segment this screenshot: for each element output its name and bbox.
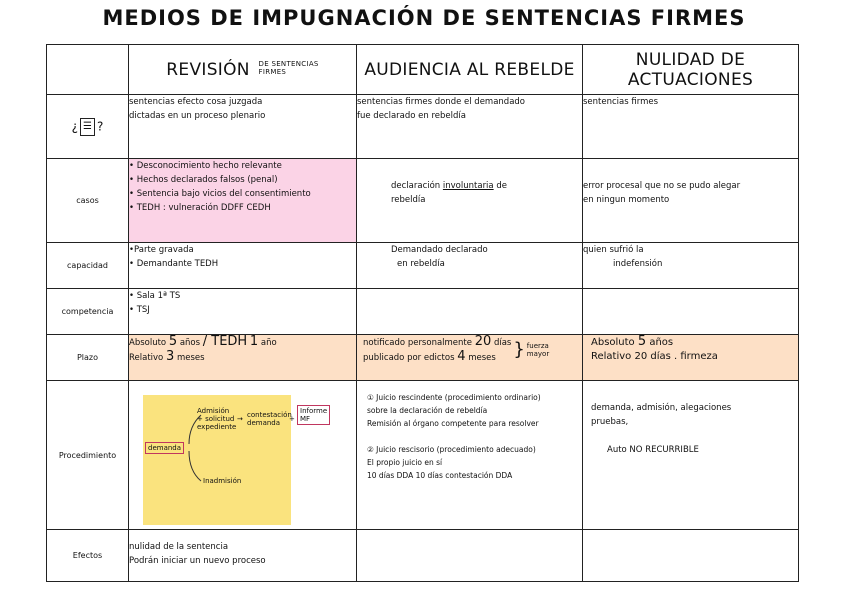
comparison-table — [46, 44, 799, 582]
row-efectos — [47, 530, 799, 582]
row-que — [47, 95, 799, 159]
competencia-revision: • Sala 1ª TS • TSJ — [129, 289, 357, 335]
procedure-diagram — [129, 381, 349, 529]
row-label-procedimiento: Procedimiento — [47, 381, 129, 530]
competencia-nulidad — [583, 289, 799, 335]
header-row — [47, 45, 799, 95]
casos-audiencia: declaración involuntaria de rebeldía — [357, 159, 583, 243]
header-revision-main: REVISIÓN — [166, 59, 250, 80]
header-nulidad: NULIDAD DE ACTUACIONES — [583, 45, 799, 95]
brace-icon: } — [513, 339, 525, 360]
casos-revision: • Desconocimiento hecho relevante • Hechos declarados falsos (penal) • Sentencia bajo vicios del consentimiento • TEDH : vulneración DDFF CEDH — [129, 159, 357, 243]
row-competencia — [47, 289, 799, 335]
row-label-efectos: Efectos — [47, 530, 129, 582]
row-casos — [47, 159, 799, 243]
capacidad-nulidad: quien sufrió la indefensión — [583, 243, 799, 289]
procedimiento-nulidad: demanda, admisión, alegaciones pruebas, Auto NO RECURRIBLE — [583, 381, 799, 530]
header-revision — [129, 45, 357, 95]
diagram-connectors — [129, 381, 349, 529]
procedimiento-revision — [129, 381, 357, 530]
row-procedimiento — [47, 381, 799, 530]
capacidad-revision: •Parte gravada • Demandante TEDH — [129, 243, 357, 289]
row-label-casos: casos — [47, 159, 129, 243]
plazo-audiencia: notificado personalmente 20 días publicado por edictos 4 meses } fuerza mayor — [357, 335, 583, 381]
que-revision: sentencias efecto cosa juzgada dictadas en un proceso plenario — [129, 95, 357, 159]
plazo-revision: Absoluto 5 años / TEDH 1 año Relativo 3 meses — [129, 335, 357, 381]
row-label-capacidad: capacidad — [47, 243, 129, 289]
document-list-icon: ☰ — [80, 118, 95, 136]
diagram-plus: + — [289, 415, 295, 423]
row-plazo — [47, 335, 799, 381]
casos-nulidad: error procesal que no se pudo alegar en ningun momento — [583, 159, 799, 243]
header-audiencia: AUDIENCIA AL REBELDE — [357, 45, 583, 95]
efectos-nulidad — [583, 530, 799, 582]
diagram-contestacion: contestación demanda — [247, 411, 292, 427]
corner-cell — [47, 45, 129, 95]
row-capacidad — [47, 243, 799, 289]
diagram-admision: Admisión + solicitud expediente — [197, 407, 237, 431]
diagram-root-demanda: demanda — [145, 442, 184, 454]
competencia-audiencia — [357, 289, 583, 335]
que-nulidad: sentencias firmes — [583, 95, 799, 159]
header-revision-sup: DE SENTENCIAS FIRMES — [258, 59, 319, 76]
row-label-competencia: competencia — [47, 289, 129, 335]
row-label-plazo: Plazo — [47, 335, 129, 381]
efectos-revision: nulidad de la sentencia Podrán iniciar un nuevo proceso — [129, 530, 357, 582]
capacidad-audiencia: Demandado declarado en rebeldía — [357, 243, 583, 289]
arrow-right-icon: → — [237, 415, 243, 423]
efectos-audiencia — [357, 530, 583, 582]
page-title: MEDIOS DE IMPUGNACIÓN DE SENTENCIAS FIRMES — [102, 6, 746, 30]
row-label-que: ¿ ☰ ? — [47, 95, 129, 159]
diagram-inadmision: Inadmisión — [203, 477, 242, 485]
plazo-nulidad: Absoluto 5 años Relativo 20 días . firmeza — [583, 335, 799, 381]
diagram-informe-mf: Informe MF — [297, 405, 330, 425]
que-audiencia: sentencias firmes donde el demandado fue declarado en rebeldía — [357, 95, 583, 159]
procedimiento-audiencia: ① Juicio rescindente (procedimiento ordinario) sobre la declaración de rebeldía Remisión al órgano competente para resolver ② Juicio rescisorio (procedimiento adecuado) El propio juicio en sí 10 días DDA 10 días contestación DDA — [357, 381, 583, 530]
